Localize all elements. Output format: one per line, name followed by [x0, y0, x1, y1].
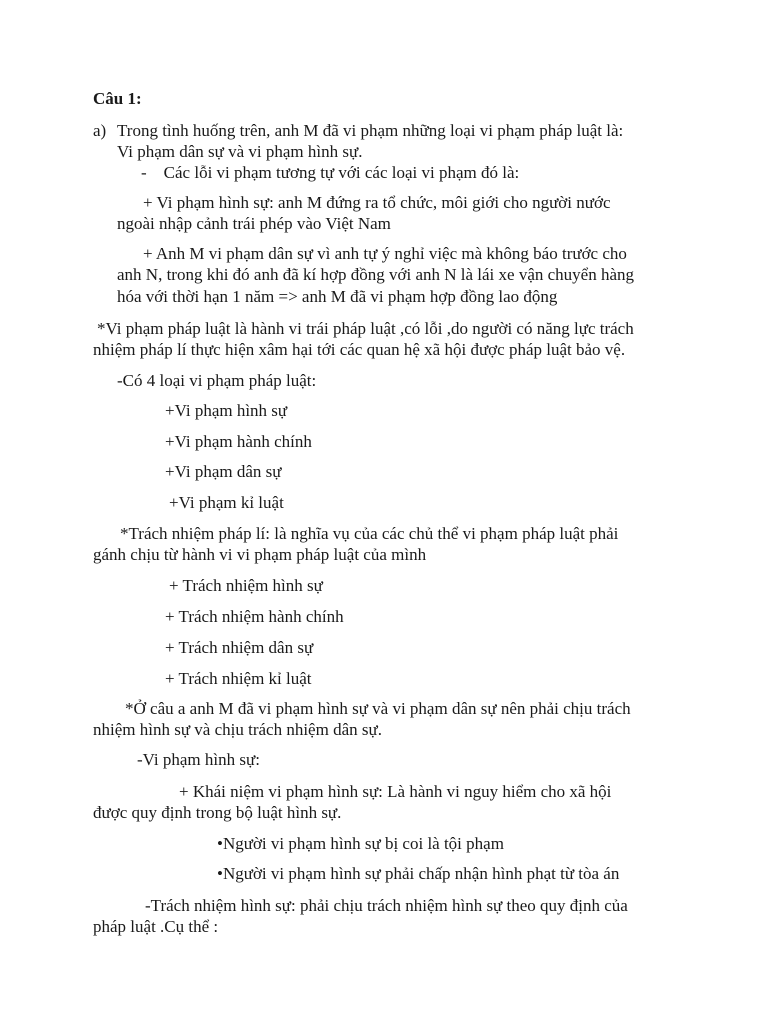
civil-violation-line-2: anh N, trong khi đó anh đã kí hợp đồng với anh N là lái xe vận chuyển hàng [117, 265, 635, 284]
errors-intro: - Các lỗi vi phạm tương tự với các loại vi phạm đó là: [141, 163, 520, 182]
criminal-bullet: •Người vi phạm hình sự bị coi là tội phạm [217, 834, 504, 853]
part-a-marker: a) [93, 121, 107, 140]
responsibility-item: + Trách nhiệm dân sự [165, 638, 314, 657]
type-item: +Vi phạm dân sự [165, 462, 282, 481]
conclusion-line-1: *Ở câu a anh M đã vi phạm hình sự và vi phạm dân sự nên phải chịu trách [125, 699, 631, 718]
criminal-bullet: •Người vi phạm hình sự phải chấp nhận hình phạt từ tòa án [217, 864, 620, 883]
criminal-concept-line-2: được quy định trong bộ luật hình sự. [93, 803, 342, 822]
question-heading: Câu 1: [93, 89, 142, 108]
civil-violation-line-3: hóa với thời hạn 1 năm => anh M đã vi phạm hợp đồng lao động [117, 287, 558, 306]
criminal-concept-line-1: + Khái niệm vi phạm hình sự: Là hành vi nguy hiểm cho xã hội [179, 782, 612, 801]
responsibility-item: + Trách nhiệm kỉ luật [165, 669, 312, 688]
criminal-violation-line-2: ngoài nhập cảnh trái phép vào Việt Nam [117, 214, 391, 233]
definition-line-1: *Vi phạm pháp luật là hành vi trái pháp luật ,có lỗi ,do người có năng lực trách [97, 319, 634, 338]
civil-violation-line-1: + Anh M vi phạm dân sự vì anh tự ý nghỉ việc mà không báo trước cho [143, 244, 627, 263]
criminal-responsibility-line-1: -Trách nhiệm hình sự: phải chịu trách nhiệm hình sự theo quy định của [145, 896, 628, 915]
criminal-section-heading: -Vi phạm hình sự: [137, 750, 260, 769]
type-item: +Vi phạm hình sự [165, 401, 288, 420]
types-intro: -Có 4 loại vi phạm pháp luật: [117, 371, 317, 390]
conclusion-line-2: nhiệm hình sự và chịu trách nhiệm dân sự. [93, 720, 382, 739]
responsibility-line-2: gánh chịu từ hành vi vi phạm pháp luật của mình [93, 545, 427, 564]
definition-line-2: nhiệm pháp lí thực hiện xâm hại tới các quan hệ xã hội được pháp luật bảo vệ. [93, 340, 626, 359]
type-item: +Vi phạm kỉ luật [169, 493, 284, 512]
part-a-intro-line-2: Vi phạm dân sự và vi phạm hình sự. [117, 142, 363, 161]
responsibility-item: + Trách nhiệm hình sự [169, 576, 323, 595]
criminal-responsibility-line-2: pháp luật .Cụ thể : [93, 917, 219, 936]
responsibility-line-1: *Trách nhiệm pháp lí: là nghĩa vụ của các chủ thể vi phạm pháp luật phải [120, 524, 619, 543]
part-a-intro-line-1: Trong tình huống trên, anh M đã vi phạm những loại vi phạm pháp luật là: [117, 121, 624, 140]
type-item: +Vi phạm hành chính [165, 432, 312, 451]
criminal-violation-line-1: + Vi phạm hình sự: anh M đứng ra tổ chức, môi giới cho người nước [143, 193, 611, 212]
responsibility-item: + Trách nhiệm hành chính [165, 607, 344, 626]
